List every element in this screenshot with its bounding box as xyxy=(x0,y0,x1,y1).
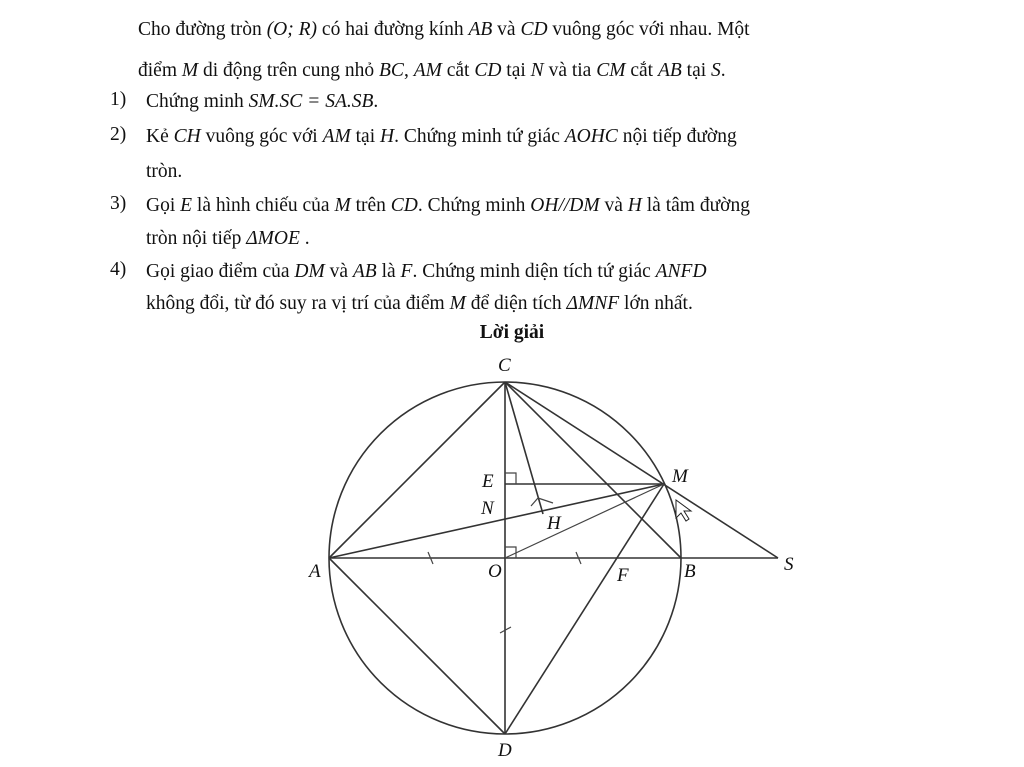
text: cắt xyxy=(625,60,658,81)
text: trên xyxy=(350,195,391,216)
mouse-cursor-icon xyxy=(676,500,691,521)
text: là hình chiếu của xyxy=(192,195,335,216)
label-m: M xyxy=(672,466,688,487)
label-n: N xyxy=(481,498,494,519)
right-angle-o xyxy=(505,547,516,558)
text: . xyxy=(720,60,726,81)
math-m: M xyxy=(449,293,466,314)
ray-cs xyxy=(505,382,778,558)
text: Gọi xyxy=(146,195,181,216)
right-angle-h xyxy=(531,498,553,506)
math-ab: AB xyxy=(468,19,493,40)
label-s: S xyxy=(784,554,794,575)
text: không đổi, từ đó suy ra vị trí của điểm xyxy=(146,293,450,314)
label-h: H xyxy=(547,513,561,534)
text: có hai đường kính xyxy=(317,19,469,40)
math-dm: DM xyxy=(294,261,325,282)
text: Gọi giao điểm của xyxy=(146,261,295,282)
math-ab: AB xyxy=(657,60,682,81)
text: tại xyxy=(501,60,531,81)
segment-ca xyxy=(329,382,505,558)
text: di động trên cung nhỏ xyxy=(198,60,380,81)
text: cắt xyxy=(441,60,475,81)
text: . xyxy=(373,91,379,112)
text: tại xyxy=(350,126,381,147)
text: vuông góc với nhau. Một xyxy=(547,19,750,40)
math-anfd: ANFD xyxy=(655,261,707,282)
math-n: N xyxy=(530,60,544,81)
text: và tia xyxy=(543,60,597,81)
right-angle-e xyxy=(505,473,516,484)
math-h: H xyxy=(380,126,395,147)
text: tròn nội tiếp xyxy=(146,228,247,249)
item-4-number: 4) xyxy=(110,259,127,280)
math-am: AM xyxy=(413,60,442,81)
math-circle: (O; R) xyxy=(266,19,318,40)
text: và xyxy=(492,19,521,40)
math-bc: BC xyxy=(379,60,404,81)
text: lớn nhất. xyxy=(619,293,693,314)
text: và xyxy=(324,261,353,282)
text: Cho đường tròn xyxy=(138,19,267,40)
segment-cb xyxy=(505,382,681,558)
math-triangle-moe: ΔMOE xyxy=(246,228,300,249)
text: điểm xyxy=(138,60,182,81)
label-o: O xyxy=(488,561,502,582)
math-e: E xyxy=(180,195,193,216)
math-m: M xyxy=(334,195,351,216)
label-f: F xyxy=(617,565,629,586)
text: Kẻ xyxy=(146,126,174,147)
item-3-number: 3) xyxy=(110,193,127,214)
text: vuông góc với xyxy=(200,126,323,147)
label-d: D xyxy=(498,740,512,761)
math-cd: CD xyxy=(474,60,502,81)
math-cm: CM xyxy=(596,60,626,81)
item-2-number: 2) xyxy=(110,124,127,145)
text: , xyxy=(403,60,414,81)
text: . Chứng minh xyxy=(417,195,531,216)
text: là tâm đường xyxy=(641,195,750,216)
label-b: B xyxy=(684,561,696,582)
math-ab: AB xyxy=(352,261,377,282)
item-2-line2: tròn. xyxy=(146,161,183,182)
text: là xyxy=(376,261,401,282)
label-a: A xyxy=(309,561,321,582)
text: tại xyxy=(681,60,712,81)
text: nội tiếp đường xyxy=(617,126,737,147)
math-m: M xyxy=(181,60,199,81)
math-cd: CD xyxy=(390,195,418,216)
math-f: F xyxy=(400,261,413,282)
label-e: E xyxy=(482,471,494,492)
math-equation: SM.SC = SA.SB xyxy=(248,91,374,112)
text: và xyxy=(599,195,628,216)
label-c: C xyxy=(498,355,511,376)
math-cd: CD xyxy=(520,19,548,40)
math-am: AM xyxy=(322,126,351,147)
math-triangle-mnf: ΔMNF xyxy=(566,293,620,314)
segment-am xyxy=(329,484,664,558)
math-ch: CH xyxy=(173,126,201,147)
math-aohc: AOHC xyxy=(564,126,618,147)
text: . xyxy=(299,228,310,249)
text: . Chứng minh tứ giác xyxy=(394,126,565,147)
segment-ad xyxy=(329,558,505,734)
math-oh-parallel-dm: OH//DM xyxy=(530,195,600,216)
math-h: H xyxy=(627,195,642,216)
text: . Chứng minh diện tích tứ giác xyxy=(412,261,656,282)
math-s: S xyxy=(711,60,721,81)
solution-title: Lời giải xyxy=(479,322,545,343)
text: Chứng minh xyxy=(146,91,249,112)
text: để diện tích xyxy=(465,293,567,314)
item-1-number: 1) xyxy=(110,89,127,110)
